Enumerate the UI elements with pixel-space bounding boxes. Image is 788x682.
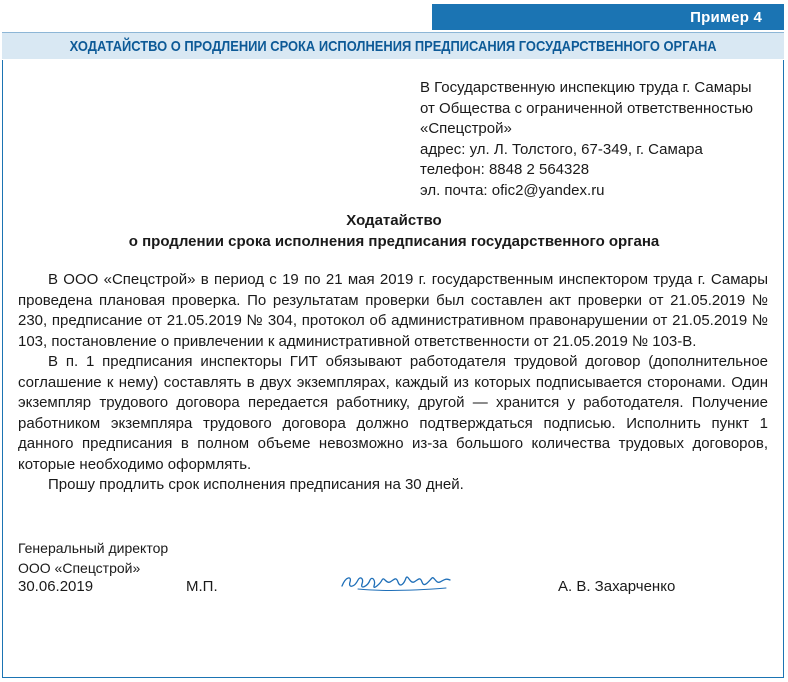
document-body xyxy=(18,270,768,496)
address-street: адрес: ул. Л. Толстого, 67-349, г. Самара xyxy=(420,140,703,158)
signer-company: ООО «Спецстрой» xyxy=(18,560,141,576)
banner-title-text: ХОДАТАЙСТВО О ПРОДЛЕНИИ СРОКА ИСПОЛНЕНИЯ ПРЕДПИСАНИЯ ГОСУДАРСТВЕННОГО ОРГАНА xyxy=(69,37,717,55)
address-from: от Общества с ограниченной ответственностью xyxy=(420,99,754,117)
paragraph-1: В ООО «Спецстрой» в период с 19 по 21 мая 2019 г. государственным инспектором труда г. Самары проведена плановая проверка. По результатам проверки был составлен акт проверки от 21.05.2019 № 230, предписание от 21.05.2019 № 304, протокол об административном правонарушении от 21.05.2019 № 103, постановление о привлечении к административной ответственности от 21.05.2019 № 103-В. xyxy=(18,271,768,350)
stamp-place: М.П. xyxy=(186,578,218,595)
example-tag xyxy=(432,4,784,30)
address-phone: телефон: 8848 2 564328 xyxy=(420,161,590,178)
paragraph-2: В п. 1 предписания инспекторы ГИТ обязывают работодателя трудовой договор (дополнительное соглашение к нему) составлять в двух экземплярах, каждый из которых подписывается сторонами. Один экземпляр трудового договора передается работнику, другой — хранится у работодателя. Получение работником экземпляра трудового договора должно подтверждаться подписью. Исполнить пункт 1 данного предписания в полном объеме невозможно из-за большого количества трудовых договоров, которые необходимо оформлять. xyxy=(18,353,768,473)
address-company: «Спецстрой» xyxy=(420,120,512,137)
banner-title xyxy=(2,32,784,59)
document-subtitle: о продлении срока исполнения предписания государственного органа xyxy=(128,233,660,250)
example-tag-label: Пример 4 xyxy=(690,8,762,26)
address-to: В Государственную инспекцию труда г. Самары xyxy=(420,79,752,96)
signer-position: Генеральный директор xyxy=(18,540,169,556)
address-email: эл. почта: ofic2@yandex.ru xyxy=(420,181,605,199)
address-block xyxy=(420,78,770,201)
document-date: 30.06.2019 xyxy=(18,578,94,595)
signer-name: А. В. Захарченко xyxy=(558,578,676,595)
document-title: Ходатайство xyxy=(346,212,442,229)
handwritten-signature xyxy=(338,566,454,596)
paragraph-3: Прошу продлить срок исполнения предписания на 30 дней. xyxy=(48,476,464,493)
